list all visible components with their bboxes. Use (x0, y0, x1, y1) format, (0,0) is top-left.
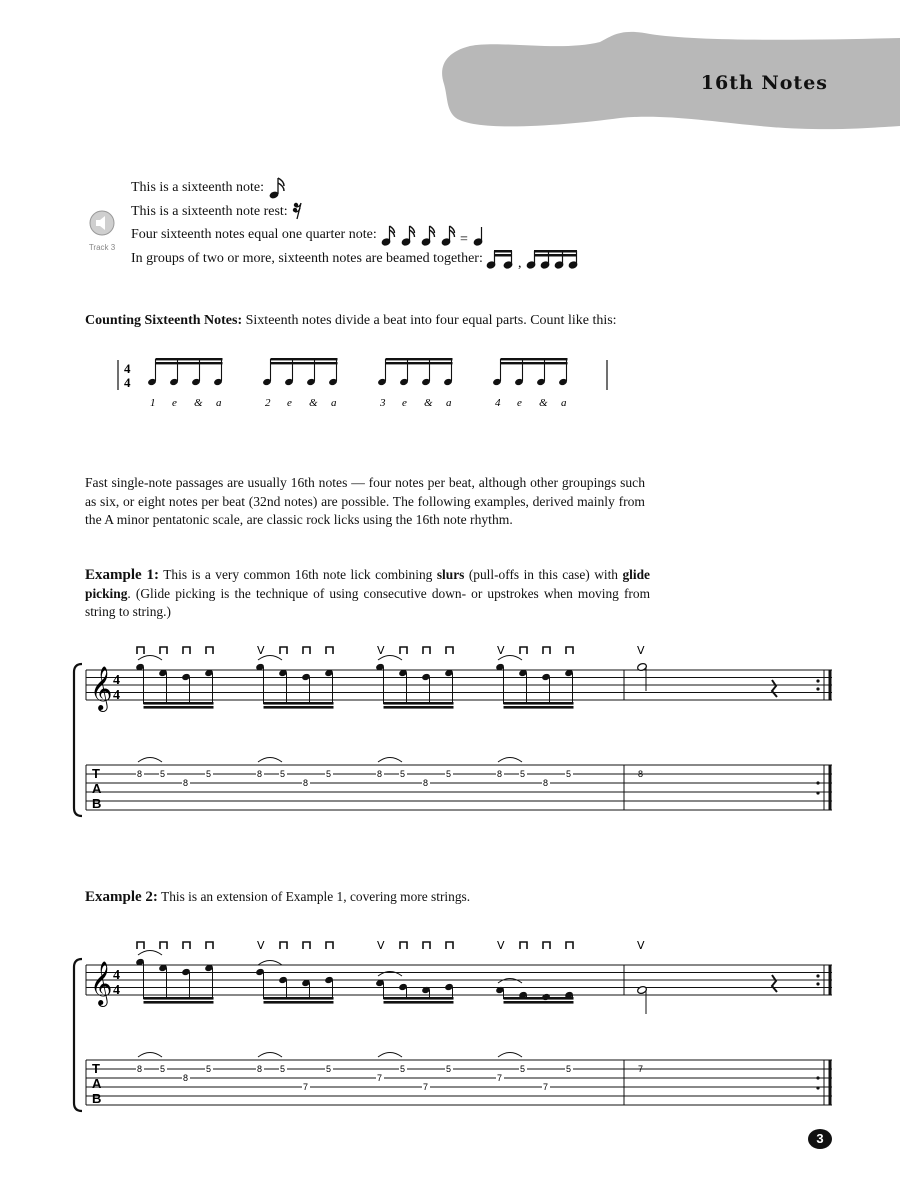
count-syllable: a (216, 397, 222, 409)
rhythm-beam (501, 362, 568, 364)
downstroke-mark (160, 942, 167, 949)
beam (504, 702, 574, 705)
repeat-dot (816, 781, 819, 784)
tab-number: 5 (326, 769, 332, 779)
downstroke-mark (206, 647, 213, 654)
count-syllable: & (194, 397, 203, 409)
tab-number: 7 (423, 1082, 429, 1092)
intro-block (131, 176, 586, 270)
tab-letter: A (92, 781, 102, 796)
sixteenth-note-icon (267, 176, 287, 200)
intro-line-4 (131, 247, 586, 271)
tab-slur (138, 1053, 162, 1058)
repeat-dot (816, 1086, 819, 1089)
tab-number: 8 (257, 1064, 263, 1074)
example-1-text-a: This is a very common 16th note lick combining (163, 567, 433, 582)
downstroke-mark (183, 647, 190, 654)
beam (384, 997, 454, 1000)
tab-letter: T (92, 1061, 100, 1076)
track-label: Track 3 (88, 243, 116, 252)
example-1-text-b: (pull-offs in this case) with (468, 567, 618, 582)
count-syllable: & (309, 397, 318, 409)
count-syllable: a (331, 397, 337, 409)
downstroke-mark (566, 942, 573, 949)
tab-number: 5 (280, 769, 286, 779)
tab-slur (498, 1053, 522, 1058)
upstroke-mark: V (257, 644, 265, 657)
intro-text-4: In groups of two or more, sixteenth notes are beamed together: (131, 250, 483, 266)
upstroke-mark: V (497, 644, 505, 657)
beam (144, 997, 214, 1000)
example-1-text-c: . (Glide picking is the technique of using consecutive down- or upstrokes when moving from string to string.) (85, 585, 650, 619)
beam (144, 706, 214, 709)
tab-number: 7 (543, 1082, 549, 1092)
beam (144, 702, 214, 705)
beam (384, 702, 454, 705)
downstroke-mark (326, 942, 333, 949)
tab-number: 5 (446, 1064, 452, 1074)
quarter-rest (772, 975, 777, 992)
tab-number: 7 (638, 1064, 644, 1074)
tab-number: 7 (377, 1073, 383, 1083)
tab-number: 8 (377, 769, 383, 779)
slur (138, 951, 162, 956)
tab-slur (258, 1053, 282, 1058)
intro-text-1: This is a sixteenth note: (131, 180, 264, 196)
downstroke-mark (280, 647, 287, 654)
count-syllable: a (446, 397, 452, 409)
downstroke-mark (423, 647, 430, 654)
beam (504, 1001, 574, 1004)
beam (384, 706, 454, 709)
beam (144, 1001, 214, 1004)
rhythm-beam (501, 358, 568, 360)
repeat-dot (816, 679, 819, 682)
system-bracket (74, 959, 82, 1111)
tab-letter: B (92, 1091, 102, 1106)
rhythm-beam (156, 358, 223, 360)
tab-letter: B (92, 796, 102, 811)
count-syllable: a (561, 397, 567, 409)
tab-letter: T (92, 766, 100, 781)
count-syllable: e (287, 397, 292, 409)
counting-text: Sixteenth notes divide a beat into four equal parts. Count like this: (245, 313, 617, 328)
tab-number: 8 (183, 1073, 189, 1083)
downstroke-mark (543, 942, 550, 949)
tab-number: 8 (257, 769, 263, 779)
slur (138, 656, 162, 661)
example-2-text: This is an extension of Example 1, covering more strings. (161, 889, 471, 904)
tab-number: 8 (543, 778, 549, 788)
tab-number: 5 (400, 1064, 406, 1074)
beam (264, 997, 334, 1000)
tab-number: 5 (206, 769, 212, 779)
time-sig-bottom: 4 (124, 375, 131, 390)
tab-slur (378, 1053, 402, 1058)
tab-number: 5 (566, 769, 572, 779)
tab-slur (498, 758, 522, 763)
beamed-sixteenths-icon (486, 247, 586, 269)
four-sixteenths-icon (380, 223, 490, 247)
beam (384, 1001, 454, 1004)
tab-slur (138, 758, 162, 763)
repeat-dot (816, 687, 819, 690)
downstroke-mark (446, 647, 453, 654)
downstroke-mark (520, 942, 527, 949)
downstroke-mark (303, 942, 310, 949)
sixteenth-rest-icon (291, 201, 305, 221)
downstroke-mark (280, 942, 287, 949)
tab-number: 8 (183, 778, 189, 788)
tab-slur (258, 758, 282, 763)
intro-line-2 (131, 200, 586, 224)
example-2-description (85, 888, 650, 907)
comma: , (518, 256, 522, 270)
rhythm-beam (386, 358, 453, 360)
time-sig-bottom: 4 (113, 688, 120, 703)
downstroke-mark (137, 647, 144, 654)
repeat-dot (816, 982, 819, 985)
beam (264, 1001, 334, 1004)
upstroke-mark: V (637, 644, 645, 657)
downstroke-mark (423, 942, 430, 949)
tab-number: 8 (303, 778, 309, 788)
repeat-dot (816, 791, 819, 794)
counting-label: Counting Sixteenth Notes: (85, 313, 243, 328)
counting-rhythm (112, 352, 622, 412)
downstroke-mark (326, 647, 333, 654)
count-syllable: e (402, 397, 407, 409)
beam (504, 706, 574, 709)
downstroke-mark (137, 942, 144, 949)
rhythm-beam (386, 362, 453, 364)
tab-number: 5 (520, 1064, 526, 1074)
example-1-description (85, 566, 650, 622)
downstroke-mark (160, 647, 167, 654)
time-sig-top: 4 (124, 361, 131, 376)
intro-line-3 (131, 223, 586, 247)
beam (264, 702, 334, 705)
repeat-dot (816, 1076, 819, 1079)
tab-number: 5 (326, 1064, 332, 1074)
example-2-notation (72, 935, 842, 1115)
tab-number: 5 (566, 1064, 572, 1074)
speaker-icon (89, 210, 115, 236)
treble-clef: 𝄞 (90, 666, 113, 710)
count-syllable: 3 (380, 397, 386, 409)
upstroke-mark: V (377, 939, 385, 952)
rhythm-beam (271, 362, 338, 364)
repeat-dot (816, 974, 819, 977)
downstroke-mark (566, 647, 573, 654)
count-syllable: & (424, 397, 433, 409)
tab-number: 5 (520, 769, 526, 779)
downstroke-mark (303, 647, 310, 654)
example-2-label: Example 2: (85, 889, 158, 905)
rhythm-beam (156, 362, 223, 364)
tab-number: 5 (280, 1064, 286, 1074)
quarter-rest (772, 680, 777, 697)
downstroke-mark (446, 942, 453, 949)
body-paragraph: Fast single-note passages are usually 16th notes — four notes per beat, although other groupings such as six, or eight notes per beat (32nd notes) are possible. The following examples, derived mainly from the A minor pentatonic scale, are classic rock licks using the 16th note rhythm. (85, 475, 645, 527)
tab-number: 5 (206, 1064, 212, 1074)
example-1-bold-a: slurs (436, 567, 465, 582)
tab-number: 5 (400, 769, 406, 779)
tab-number: 8 (137, 769, 143, 779)
tab-number: 8 (638, 769, 644, 779)
tab-number: 5 (160, 1064, 166, 1074)
upstroke-mark: V (377, 644, 385, 657)
count-syllable: 4 (495, 397, 501, 409)
slur (498, 979, 522, 984)
downstroke-mark (206, 942, 213, 949)
intro-text-3: Four sixteenth notes equal one quarter note: (131, 227, 377, 243)
downstroke-mark (400, 942, 407, 949)
example-1-bold-b: glide picking (85, 567, 650, 601)
tab-number: 8 (423, 778, 429, 788)
tab-number: 7 (497, 1073, 503, 1083)
equals-sign: = (460, 232, 469, 247)
count-syllable: & (539, 397, 548, 409)
treble-clef: 𝄞 (90, 961, 113, 1005)
count-syllable: e (172, 397, 177, 409)
time-sig-top: 4 (113, 673, 120, 688)
intro-text-2: This is a sixteenth note rest: (131, 203, 288, 219)
tab-number: 8 (137, 1064, 143, 1074)
downstroke-mark (520, 647, 527, 654)
page-number: 3 (808, 1129, 832, 1149)
count-syllable: e (517, 397, 522, 409)
example-1-label: Example 1: (85, 567, 160, 583)
beam (264, 706, 334, 709)
downstroke-mark (183, 942, 190, 949)
tab-number: 5 (446, 769, 452, 779)
tab-slur (378, 758, 402, 763)
upstroke-mark: V (497, 939, 505, 952)
tab-number: 7 (303, 1082, 309, 1092)
counting-heading (85, 313, 617, 329)
tab-number: 5 (160, 769, 166, 779)
downstroke-mark (543, 647, 550, 654)
track-indicator (82, 210, 122, 252)
section-title: 16th Notes (700, 72, 828, 94)
upstroke-mark: V (257, 939, 265, 952)
rhythm-beam (271, 358, 338, 360)
downstroke-mark (400, 647, 407, 654)
tab-letter: A (92, 1076, 102, 1091)
time-sig-bottom: 4 (113, 983, 120, 998)
upstroke-mark: V (637, 939, 645, 952)
slur (258, 961, 282, 966)
example-1-notation (72, 640, 842, 830)
time-sig-top: 4 (113, 968, 120, 983)
tab-number: 8 (497, 769, 503, 779)
beam (504, 997, 574, 1000)
count-syllable: 1 (150, 397, 156, 409)
count-syllable: 2 (265, 397, 271, 409)
intro-line-1 (131, 176, 586, 200)
system-bracket (74, 664, 82, 816)
